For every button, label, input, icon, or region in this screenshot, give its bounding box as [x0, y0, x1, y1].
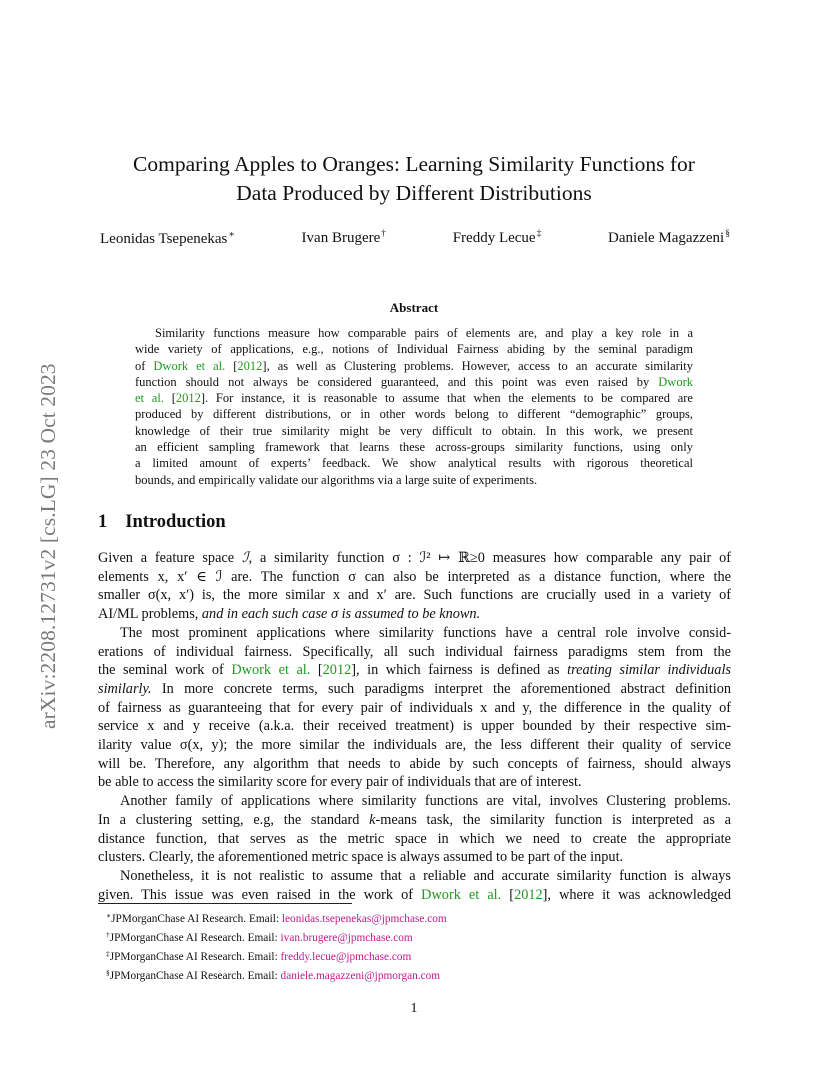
abstract-heading: Abstract: [389, 300, 439, 315]
abstract-body: Similarity functions measure how comparable pairs of elements are, and play a key role in a wide variety of applications, e.g., notions of Individual Fairness abiding by the seminal paradigm of Dwork et al. [2012], as well as Clustering problems. However, access to an accurate similarity function should not always be considered guaranteed, and this point was even raised by Dwork et al. [2012]. For instance, it is reasonable to assume that when the elements to be compared are produced by different distributions, or in other words belong to different “demographic” groups, knowledge of their true similarity might be very difficult to obtain. In this work, we present an efficient sampling framework that learns these across-groups similarity functions, using only a limited amount of experts’ feedback. We show analytical results with rigorous theoretical bounds, and empirically validate our algorithms via a large suite of experiments.: [135, 326, 693, 487]
footnotes: [98, 908, 447, 984]
author: Ivan Brugere†: [301, 229, 387, 246]
introduction-body: Given a feature space ℐ, a similarity function σ : ℐ² ↦ ℝ≥0 measures how comparable any pair of elements x, x′ ∈ ℐ are. The function σ can also be interpreted as a distance function, where the smaller σ(x, x′) is, the more similar x and x′ are. Such functions are crucially used in a variety of AI/ML problems, and in each such case σ is assumed to be known. The most prominent applications where similarity functions have a central role involve consid- erations of individual fairness. Specifically, all such individual fairness paradigms stem from the the seminal work of Dwork et al. [2012], in which fairness is defined as treating similar individuals similarly. In more concrete terms, such paradigms interpret the aforementioned abstract definition of fairness as guaranteeing that for every pair of individuals x and y, the difference in the quality of service x and y receive (a.k.a. their received treatment) is upper bounded by their respective sim- ilarity value σ(x, y); the more similar the individuals are, the less different their quality of service will be. Therefore, any algorithm that needs to abide by such concepts of fairness, should always be able to access the similarity score for every pair of individuals that are of interest. Another family of applications where similarity functions are vital, involves Clustering problems. In a clustering setting, e.g, the standard k-means task, the similarity function is interpreted as a distance function, that serves as the metric space in which we need to create the appropriate clusters. Clearly, the aforementioned metric space is always assumed to be part of the input. Nonetheless, it is not realistic to assume that a reliable and accurate similarity function is always given. This issue was even raised in the work of Dwork et al. [2012], where it was acknowledged: [98, 550, 731, 903]
footnote-divider: [98, 903, 352, 904]
footnote: ‡JPMorganChase AI Research. Email: freddy.lecue@jpmchase.com: [106, 949, 412, 963]
author-list: [100, 229, 730, 248]
page-number: 1: [410, 1001, 418, 1016]
email-link[interactable]: daniele.magazzeni@jpmorgan.com: [280, 970, 441, 982]
citation-link[interactable]: Dwork et al.: [231, 662, 311, 679]
author: Freddy Lecue‡: [452, 229, 542, 246]
citation-year-link[interactable]: 2012: [237, 358, 263, 373]
section-title: Introduction: [125, 512, 226, 532]
email-link[interactable]: freddy.lecue@jpmchase.com: [280, 951, 412, 963]
author: Leonidas Tsepenekas∗: [100, 230, 235, 247]
footnote: ∗JPMorganChase AI Research. Email: leonidas.tsepenekas@jpmchase.com: [106, 911, 447, 925]
footnote: §JPMorganChase AI Research. Email: daniele.magazzeni@jpmorgan.com: [106, 968, 441, 982]
citation-year-link[interactable]: 2012: [322, 662, 352, 679]
citation-link[interactable]: Dwork: [658, 374, 693, 389]
section-number: 1: [98, 512, 108, 532]
citation-year-link[interactable]: 2012: [514, 886, 543, 903]
citation-link[interactable]: et al.: [135, 391, 164, 406]
arxiv-identifier: arXiv:2208.12731v2 [cs.LG] 23 Oct 2023: [36, 363, 60, 729]
section-heading: [98, 512, 226, 533]
email-link[interactable]: leonidas.tsepenekas@jpmchase.com: [281, 913, 447, 925]
citation-year-link[interactable]: 2012: [175, 391, 201, 406]
footnote: †JPMorganChase AI Research. Email: ivan.brugere@jpmchase.com: [106, 930, 413, 944]
citation-link[interactable]: Dwork et al.: [421, 886, 502, 903]
title-line-2: Data Produced by Different Distributions: [236, 181, 592, 205]
author: Daniele Magazzeni§: [608, 229, 730, 246]
email-link[interactable]: ivan.brugere@jpmchase.com: [280, 932, 413, 944]
citation-link[interactable]: Dwork et al.: [153, 358, 226, 373]
paper-title: [90, 150, 738, 208]
title-line-1: Comparing Apples to Oranges: Learning Similarity Functions for: [133, 152, 695, 176]
